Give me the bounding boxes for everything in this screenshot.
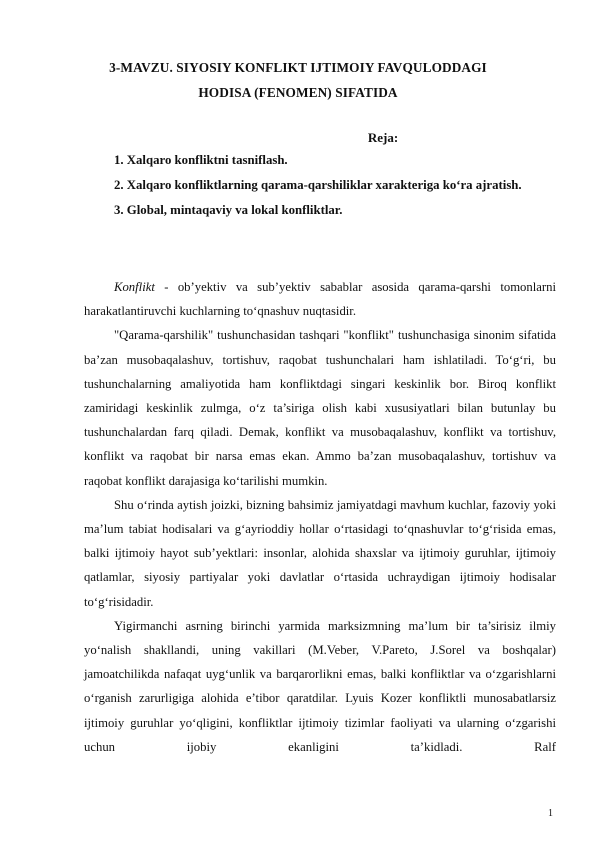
body-text bbox=[84, 275, 556, 759]
title-line-1: 3-MAVZU. SIYOSIY KONFLIKT IJTIMOIY FAVQULODDAGI bbox=[109, 60, 487, 75]
paragraph: "Qarama-qarshilik" tushunchasidan tashqari "konflikt" tushunchasiga sinonim sifatida ba’zan musobaqalashuv, tortishuv, raqobat tushunchalari ham ishlatiladi. To‘g‘ri, bu tushunchalarning amaliyotida ham konfliktdagi singari keskinlik bor. Biroq konflikt zamiridagi keskinlik zulmga, o‘z ta’siriga olish kabi xususiyatlari bilan butunlay bu tushunchalardan farq qiladi. Demak, konflikt va musobaqalashuv, konflikt va tortishuv, konflikt va raqobat bir narsa emas ekan. Ammo ba’zan musobaqalashuv, tortishuv va raqobat konflikt darajasiga ko‘tarilishi mumkin. bbox=[84, 328, 556, 488]
definition-text: - ob’yektiv va sub’yektiv sabablar asosida qarama-qarshi tomonlarni harakatlantiruvchi kuchlarning to‘qnashuv nuqtasidir. bbox=[84, 280, 556, 319]
paragraph: Shu o‘rinda aytish joizki, bizning bahsimiz jamiyatdagi mavhum kuchlar, fazoviy yoki ma’lum tabiat hodisalari va g‘ayrioddiy hollar o‘rtasidagi to‘qnashuvlar to‘g‘risida emas, balki ijtimoiy hayot sub’yektlari: insonlar, alohida shaxslar va ijtimoiy guruhlar, ijtimoiy qatlamlar, siyosiy partiyalar yoki davlatlar o‘rtasida uchraydigan ijtimoiy hodisalar to‘g‘risidadir. bbox=[84, 497, 556, 609]
plan-item: 1. Xalqaro konfliktni tasniflash. bbox=[114, 153, 288, 167]
paragraph: Yigirmanchi asrning birinchi yarmida marksizmning ma’lum bir ta’sirisiz ilmiy yo‘nalish shakllandi, uning vakillari (M.Veber, V.Pareto, J.Sorel va boshqalar) jamoatchilikda nafaqat uyg‘unlik va barqarorlikni emas, balki konfliktlar va o‘zgarishlarni o‘rganish zarurligiga alohida e’tibor qaratdilar. Lyuis Kozer konfliktli munosabatlarsiz ijtimoiy guruhlar yo‘qligini, konfliktlar ijtimoiy tizimlar faoliyati va ularning o‘zgarishi uchun ijobiy ekanligini ta’kidladi. Ralf bbox=[84, 618, 556, 754]
page-number: 1 bbox=[548, 808, 553, 819]
title-line-2: HODISA (FENOMEN) SIFATIDA bbox=[198, 85, 398, 100]
plan-item: 2. Xalqaro konfliktlarning qarama-qarshiliklar xarakteriga ko‘ra ajratish. bbox=[114, 178, 522, 192]
definition-term: Konflikt bbox=[114, 280, 155, 294]
definition-paragraph bbox=[84, 275, 556, 323]
plan-list bbox=[84, 148, 556, 223]
plan-item: 3. Global, mintaqaviy va lokal konfliktlar. bbox=[114, 203, 343, 217]
plan-heading: Reja: bbox=[367, 130, 399, 145]
